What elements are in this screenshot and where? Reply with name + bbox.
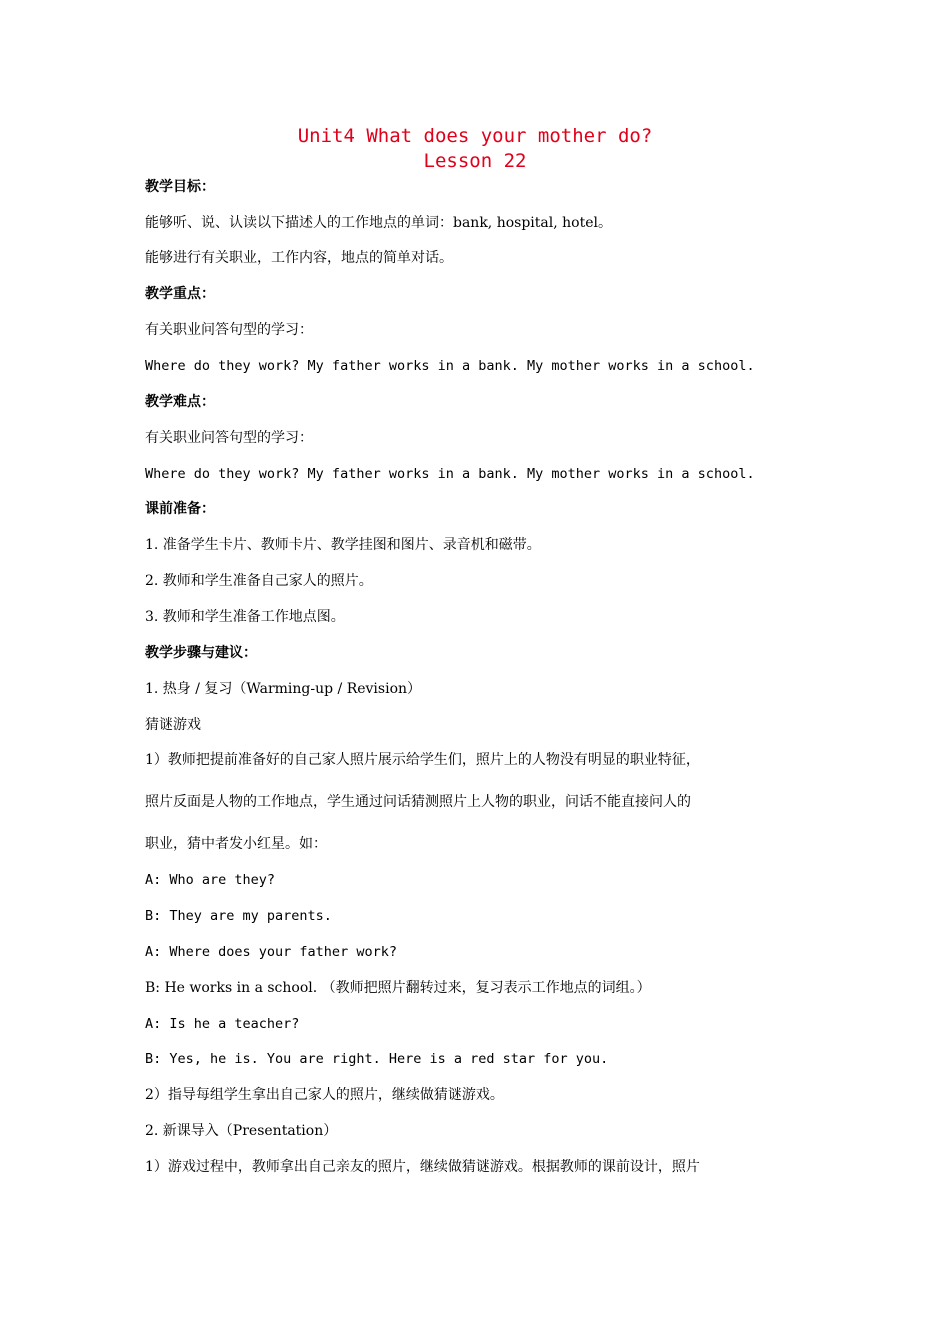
preparation-item: 3. 教师和学生准备工作地点图。: [145, 609, 345, 625]
step-item: 职业，猜中者发小红星。如：: [145, 836, 327, 852]
dialogue-line: A: Who are they?: [145, 872, 276, 888]
key-point-item: Where do they work? My father works in a bank. My mother works in a school.: [145, 358, 755, 374]
difficulty-item: Where do they work? My father works in a bank. My mother works in a school.: [145, 466, 755, 482]
preparation-item: 2. 教师和学生准备自己家人的照片。: [145, 573, 373, 589]
dialogue-line: A: Is he a teacher?: [145, 1016, 300, 1032]
step-item: 2）指导每组学生拿出自己家人的照片，继续做猜谜游戏。: [145, 1087, 504, 1103]
objective-item: 能够进行有关职业，工作内容，地点的简单对话。: [145, 250, 453, 266]
document-title-line2: Lesson 22: [423, 150, 527, 172]
document-title-line1: Unit4 What does your mother do?: [297, 125, 653, 147]
dialogue-line: B: They are my parents.: [145, 908, 332, 924]
difficulty-item: 有关职业问答句型的学习：: [145, 430, 313, 446]
step-item: 照片反面是人物的工作地点，学生通过问话猜测照片上人物的职业，问话不能直接问人的: [145, 794, 691, 810]
objective-item: 能够听、说、认读以下描述人的工作地点的单词：bank, hospital, hotel。: [145, 215, 612, 231]
objectives-heading: 教学目标：: [145, 179, 215, 195]
dialogue-line: A: Where does your father work?: [145, 944, 397, 960]
key-points-heading: 教学重点：: [145, 286, 215, 302]
step-item: 1）教师把提前准备好的自己家人照片展示给学生们，照片上的人物没有明显的职业特征，: [145, 752, 700, 768]
step-item: 1. 热身 / 复习（Warming-up / Revision）: [145, 681, 422, 697]
dialogue-line: B: He works in a school. （教师把照片翻转过来，复习表示工作地点的词组。）: [145, 980, 651, 996]
step-item: 猜谜游戏: [145, 717, 201, 733]
dialogue-line: B: Yes, he is. You are right. Here is a red star for you.: [145, 1051, 609, 1067]
key-point-item: 有关职业问答句型的学习：: [145, 322, 313, 338]
preparation-heading: 课前准备：: [145, 501, 215, 517]
step-item: 2. 新课导入（Presentation）: [145, 1123, 338, 1139]
steps-heading: 教学步骤与建议：: [145, 645, 257, 661]
difficulties-heading: 教学难点：: [145, 394, 215, 410]
preparation-item: 1. 准备学生卡片、教师卡片、教学挂图和图片、录音机和磁带。: [145, 537, 541, 553]
step-item: 1）游戏过程中，教师拿出自己亲友的照片，继续做猜谜游戏。根据教师的课前设计，照片: [145, 1159, 700, 1175]
